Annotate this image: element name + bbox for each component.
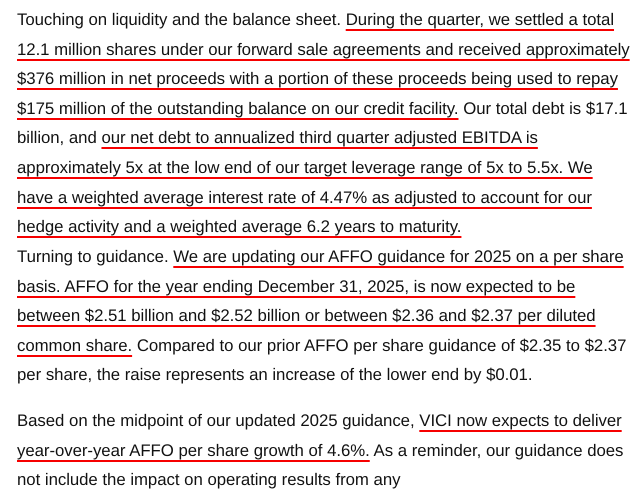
text-run: Based on the midpoint of our updated 2025 guidance, [17,411,420,430]
paragraph-midpoint-growth [17,406,631,495]
text-run: As a reminder, our guidance does not include the impact on operating results from any [17,440,624,490]
text-run: Compared to our prior AFFO per share guidance of $2.35 to $2.37 per share, the raise represents an increase of the lower end by $0.01. [17,335,627,385]
paragraph-affo-guidance [17,242,631,390]
highlighted-text-run: VICI now expects to deliver year-over-year AFFO per share growth of 4.6%. [17,411,622,460]
highlighted-text-run: During the quarter, we settled a total 12.1 million shares under our forward sale agreements and received approximately $376 million in net proceeds with a portion of these proceeds being used to repay $175 million of the outstanding balance on our credit facility. [17,10,630,118]
paragraph-liquidity-and-balance-sheet [17,5,631,242]
highlighted-text-run: our net debt to annualized third quarter adjusted EBITDA is approximately 5x at the low end of our target leverage range of 5x to 5.5x. We have a weighted average interest rate of 4.47% as adjusted to account for our hedge activity and a weighted average 6.2 years to maturity. [17,128,593,237]
highlighted-text-run: We are updating our AFFO guidance for 2025 on a per share basis. AFFO for the year ending December 31, 2025, is now expected to be between $2.51 billion and $2.52 billion or between $2.36 and $2.37 per diluted common share. [17,247,624,355]
text-run: Touching on liquidity and the balance sheet. [17,10,346,29]
text-run: Turning to guidance. [17,247,174,266]
text-run: Our total debt is $17.1 billion, and [17,98,628,148]
